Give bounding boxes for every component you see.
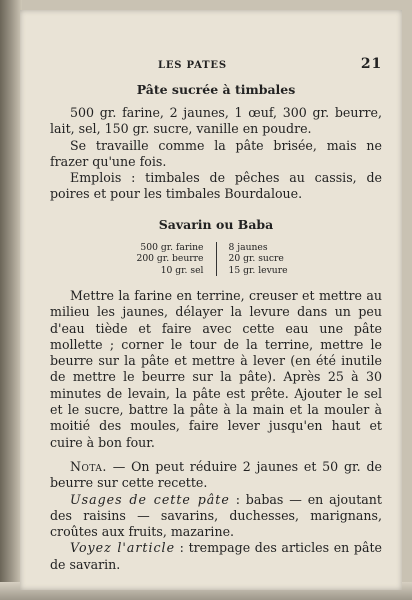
page-number: 21 <box>360 56 382 72</box>
nota-label: Nota. <box>70 458 107 474</box>
ingredient-column-right <box>217 242 347 276</box>
ingredient-column-left <box>86 242 217 276</box>
ingredient-item: 200 gr. beurre <box>136 253 204 265</box>
ingredient-item: 10 gr. sel <box>160 264 204 276</box>
ingredient-item: 20 gr. sucre <box>228 253 284 265</box>
usages-text: : babas — en ajoutant des raisins — savarins, duchesses, marignans, croûtes aux fruits, mazarine. <box>50 491 382 540</box>
recipe-title-pate-sucree: Pâte sucrée à timbales <box>136 82 296 97</box>
ingredient-item: 500 gr. farine <box>140 241 204 253</box>
recipe-paragraph: Emplois : timbales de pêches au cassis, de poires et pour les timbales Bourdaloue. <box>50 170 382 202</box>
recipe-title-savarin: Savarin ou Baba <box>158 216 274 232</box>
ingredient-item: 8 jaunes <box>228 241 268 253</box>
ingredient-list <box>50 242 382 276</box>
voyez-text: : trempage des articles en pâte de savarin. <box>50 540 383 572</box>
nota-paragraph <box>50 459 382 492</box>
book-page <box>20 10 402 590</box>
usages-label: Usages de cette pâte <box>70 491 230 507</box>
voyez-label: Voyez l'article <box>70 540 176 556</box>
page-gutter-shadow <box>0 0 22 600</box>
recipe-paragraph: 500 gr. farine, 2 jaunes, 1 œuf, 300 gr. beurre, lait, sel, 150 gr. sucre, vanille en poudre. <box>50 105 382 137</box>
voyez-paragraph <box>50 540 382 573</box>
running-head: LES PATES <box>158 60 227 71</box>
nota-text: — On peut réduire 2 jaunes et 50 gr. de beurre sur cette recette. <box>50 458 382 491</box>
recipe-method: Mettre la farine en terrine, creuser et mettre au milieu les jaunes, délayer la levure dans un peu d'eau tiède et faire avec cette eau une pâte mollette ; corner le tour de la terrine, mettre le beurre sur la pâte et mettre à lever (en été inutile de mettre le beurre sur la pâte). Après 25 à 30 minutes de levain, la pâte est prête. Ajouter le sel et le sucre, battre la pâte à la main et la mouler à moitié des moules, faire lever jusqu'en haut et cuire à bon four. <box>50 288 382 450</box>
page-header <box>50 56 382 72</box>
page-content <box>50 82 382 573</box>
usages-paragraph <box>50 492 382 541</box>
ingredient-item: 15 gr. levure <box>228 264 288 276</box>
recipe-paragraph: Se travaille comme la pâte brisée, mais ne frazer qu'une fois. <box>50 137 382 169</box>
